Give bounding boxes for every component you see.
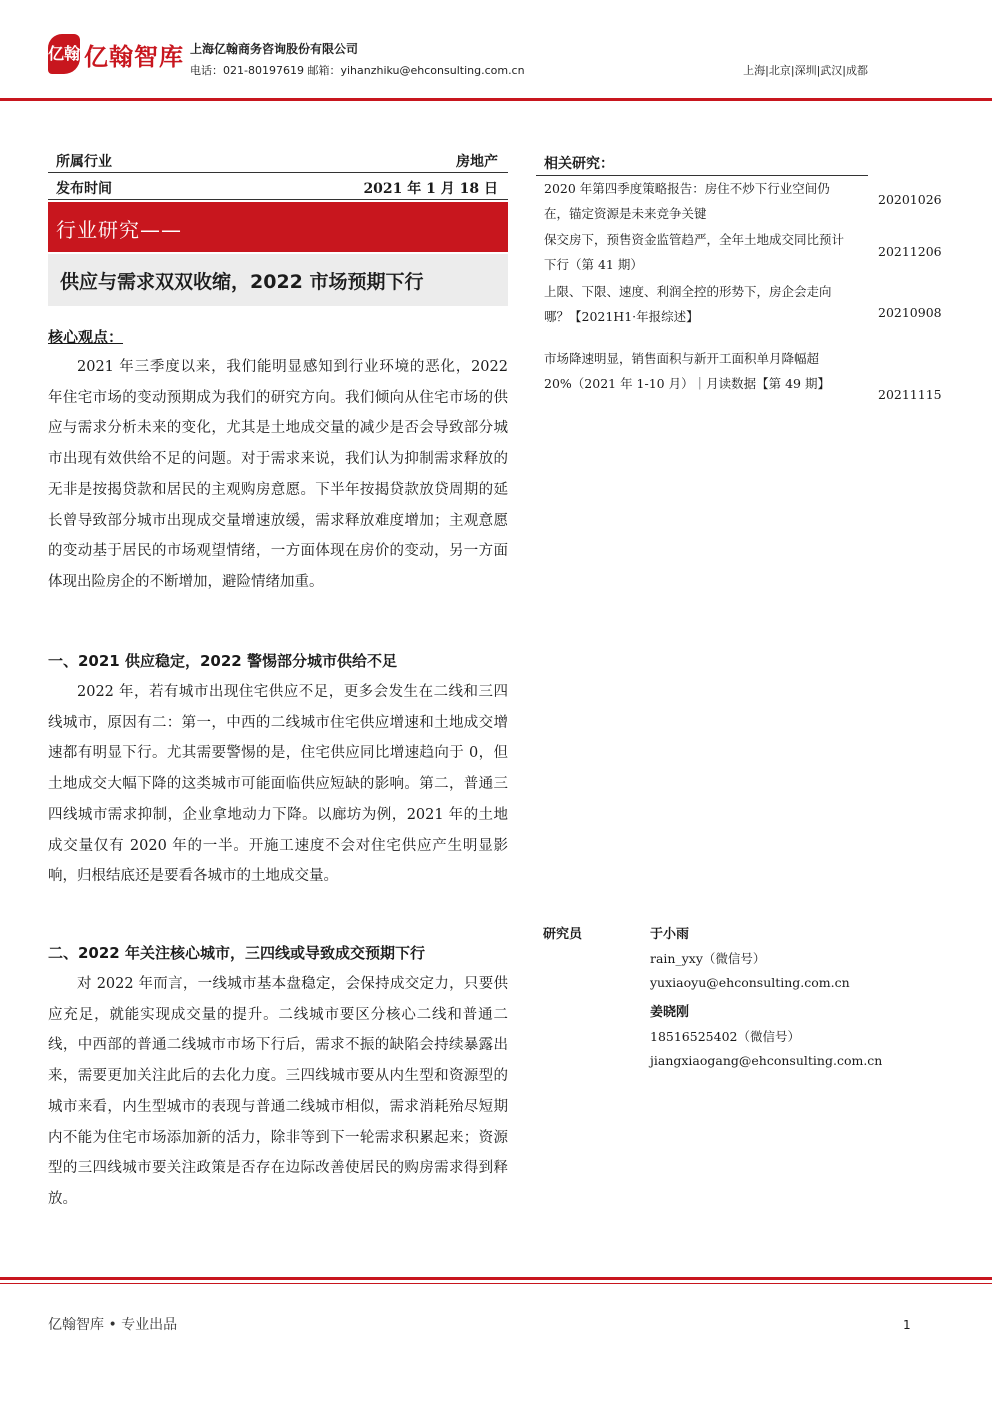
- related-item-date: 20211115: [878, 387, 942, 402]
- analyst-name: 姜晓刚: [650, 1005, 690, 1020]
- section1-heading: 一、2021 供应稳定，2022 警惕部分城市供给不足: [48, 652, 397, 670]
- analyst-email[interactable]: jiangxiaogang@ehconsulting.com.cn: [650, 1053, 883, 1068]
- related-item-title[interactable]: 市场降速明显，销售面积与新开工面积单月降幅超 20%（2021 年 1-10 月）｜月读数据【第 49 期】: [544, 351, 830, 391]
- category-banner-text: 行业研究——: [56, 218, 182, 242]
- meta-industry: [48, 147, 508, 173]
- meta-date: [48, 174, 508, 200]
- analyst-wechat: rain_yxy（微信号）: [650, 951, 766, 966]
- core-heading: 核心观点：: [48, 328, 124, 346]
- page-number: 1: [903, 1318, 911, 1332]
- related-item-date: 20201026: [878, 192, 942, 207]
- meta-date-label: 发布时间: [56, 181, 112, 197]
- related-item-title[interactable]: 保交房下，预售资金监管趋严，全年土地成交同比预计下行（第 41 期）: [544, 232, 845, 272]
- logo-icon: 亿翰: [48, 34, 80, 74]
- page-header: [0, 0, 992, 104]
- category-banner: [48, 202, 508, 252]
- footer-text: 亿翰智库 • 专业出品: [48, 1317, 178, 1333]
- report-title-box: [48, 254, 508, 306]
- company-contact: 电话：021-80197619 邮箱：yihanzhiku@ehconsulting.com.cn: [190, 64, 525, 77]
- analyst-name: 于小雨: [650, 927, 690, 942]
- section2-heading: 二、2022 年关注核心城市，三四线或导致成交预期下行: [48, 944, 425, 962]
- footer-divider: [0, 1277, 992, 1280]
- header-cities: 上海|北京|深圳|武汉|成都: [743, 64, 868, 77]
- related-heading-text: 相关研究：: [544, 156, 614, 172]
- analyst-label: 研究员: [543, 927, 583, 942]
- section1-paragraph: 2022 年，若有城市出现住宅供应不足，更多会发生在二线和三四线城市，原因有二：第一，中西的二线城市住宅供应增速和土地成交增速都有明显下行。尤其需要警惕的是，住宅供应同比增速趋向于 0，但土地成交大幅下降的这类城市可能面临供应短缺的影响。第二，普通三四线城市需求抑制，企业拿地动力下降。以廊坊为例，2021 年的土地成交量仅有 2020 年的一半。开施工速度不会对住宅供应产生明显影响，归根结底还是要看各城市的土地成交量。: [48, 684, 508, 885]
- related-heading: [536, 148, 868, 176]
- related-item-date: 20210908: [878, 305, 942, 320]
- header-divider: [0, 98, 992, 101]
- meta-industry-value: 房地产: [456, 154, 498, 170]
- logo-text: 亿翰智库: [84, 43, 184, 71]
- meta-date-value: 2021 年 1 月 18 日: [363, 181, 498, 197]
- related-item-title[interactable]: 上限、下限、速度、利润全控的形势下，房企会走向哪？【2021H1·年报综述】: [544, 284, 832, 324]
- core-intro-paragraph: 2021 年三季度以来，我们能明显感知到行业环境的恶化，2022 年住宅市场的变动预期成为我们的研究方向。我们倾向从住宅市场的供应与需求分析未来的变化，尤其是土地成交量的减少是否会导致部分城市出现有效供给不足的问题。对于需求来说，我们认为抑制需求释放的无非是按揭贷款和居民的主观购房意愿。下半年按揭贷款放贷周期的延长曾导致部分城市出现成交量增速放缓，需求释放难度增加；主观意愿的变动基于居民的市场观望情绪，一方面体现在房价的变动，另一方面体现出险房企的不断增加，避险情绪加重。: [48, 359, 508, 590]
- footer-divider-thin: [0, 1283, 992, 1284]
- analyst-email[interactable]: yuxiaoyu@ehconsulting.com.cn: [650, 975, 850, 990]
- report-title: 供应与需求双双收缩，2022 市场预期下行: [60, 271, 424, 293]
- related-item-date: 20211206: [878, 244, 942, 259]
- analyst-wechat: 18516525402（微信号）: [650, 1029, 800, 1044]
- meta-industry-label: 所属行业: [56, 154, 112, 170]
- section2-paragraph: 对 2022 年而言，一线城市基本盘稳定，会保持成交定力，只要供应充足，就能实现成交量的提升。二线城市要区分核心二线和普通二线，中西部的普通二线城市市场下行后，需求不振的缺陷会持续暴露出来，需要更加关注此后的去化力度。三四线城市要从内生型和资源型的城市来看，内生型城市的表现与普通二线城市相似，需求消耗殆尽短期内不能为住宅市场添加新的活力，除非等到下一轮需求积累起来；资源型的三四线城市要关注政策是否存在边际改善使居民的购房需求得到释放。: [48, 976, 508, 1207]
- related-item-title[interactable]: 2020 年第四季度策略报告：房住不炒下行业空间仍在，锚定资源是未来竞争关键: [544, 181, 830, 221]
- company-name: 上海亿翰商务咨询股份有限公司: [190, 42, 359, 56]
